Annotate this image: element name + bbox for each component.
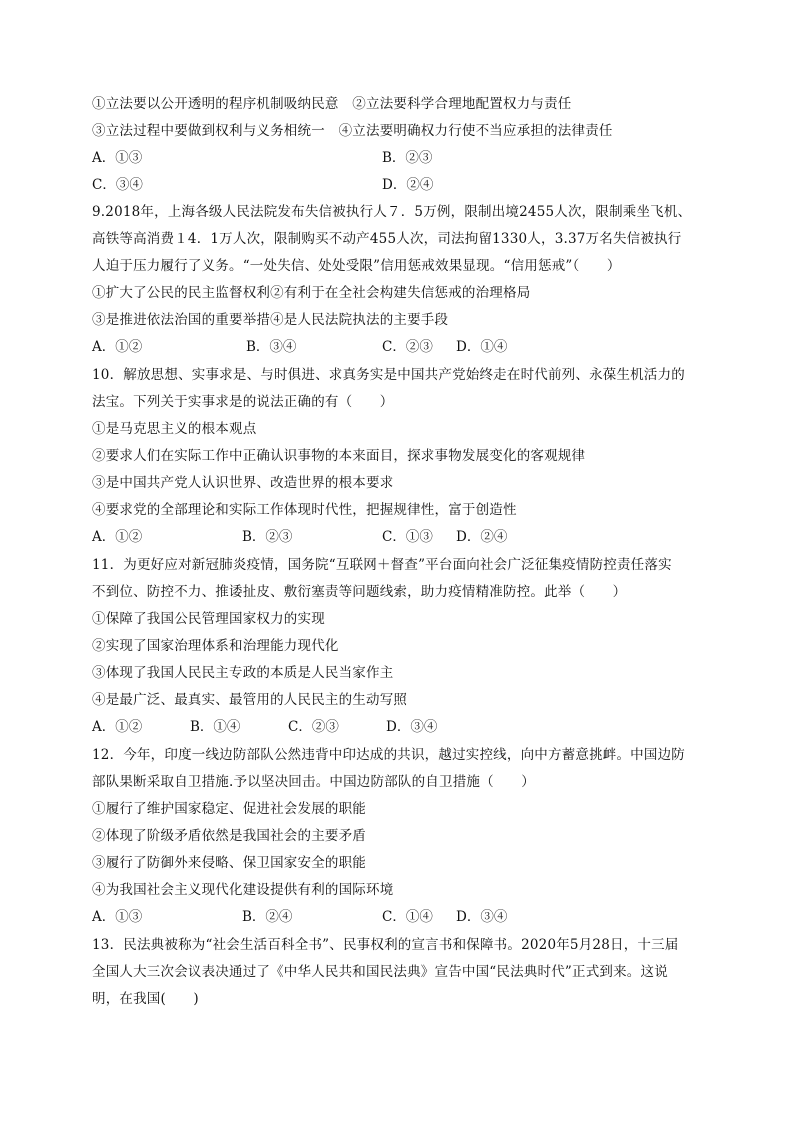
q9-statements-1-2: ①扩大了公民的民主监督权利②有利于在全社会构建失信惩戒的治理格局 — [92, 285, 531, 301]
q12-stem-line-2: 部队果断采取自卫措施.予以坚决回击。中国边防部队的自卫措施（ ） — [92, 774, 535, 790]
q9-stem-line-1: 9.2018年，上海各级人民法院发布失信被执行人７．5万例，限制出境2455人次，限制乘坐飞机、 — [92, 204, 692, 220]
q9-stem-line-3: 人迫于压力履行了义务。“一处失信、处处受限”信用惩戒效果显现。“信用惩戒”（ ） — [92, 258, 621, 274]
q10-option-b[interactable]: B．②③ — [242, 529, 293, 545]
q10-statement-3: ③是中国共产党人认识世界、改造世界的根本要求 — [92, 475, 394, 491]
q8-option-d[interactable]: D．②④ — [382, 177, 434, 193]
q10-stem-line-1: 10．解放思想、实事求是、与时俱进、求真务实是中国共产党始终走在时代前列、永葆生机活力的 — [92, 367, 685, 383]
q10-option-a[interactable]: A．①② — [92, 529, 143, 545]
q12-statement-4: ④为我国社会主义现代化建设提供有利的国际环境 — [92, 882, 394, 898]
q8-option-b[interactable]: B．②③ — [382, 150, 433, 166]
q10-statement-1: ①是马克思主义的根本观点 — [92, 421, 257, 437]
q13-stem-line-3: 明，在我国( ) — [92, 991, 199, 1007]
q10-stem-line-2: 法宝。下列关于实事求是的说法正确的有（ ） — [92, 394, 394, 410]
q11-option-c[interactable]: C．②③ — [288, 719, 339, 735]
q9-option-d[interactable]: D．①④ — [456, 339, 508, 355]
q10-option-d[interactable]: D．②④ — [456, 529, 508, 545]
q10-option-c[interactable]: C．①③ — [382, 529, 433, 545]
q8-option-a[interactable]: A．①③ — [92, 150, 143, 166]
q12-statement-2: ②体现了阶级矛盾依然是我国社会的主要矛盾 — [92, 828, 366, 844]
q10-statement-4: ④要求党的全部理论和实际工作体现时代性，把握规律性，富于创造性 — [92, 502, 517, 518]
q10-statement-2: ②要求人们在实际工作中正确认识事物的本来面目，探求事物发展变化的客观规律 — [92, 448, 586, 464]
q12-option-c[interactable]: C．①④ — [382, 909, 433, 925]
q11-stem-line-1: 11．为更好应对新冠肺炎疫情，国务院“互联网＋督查”平台面向社会广泛征集疫情防控责任落实 — [92, 557, 672, 573]
q8-statements-1-2: ①立法要以公开透明的程序机制吸纳民意 ②立法要科学合理地配置权力与责任 — [92, 96, 572, 112]
q12-option-b[interactable]: B．②④ — [242, 909, 293, 925]
q8-statements-3-4: ③立法过程中要做到权利与义务相统一 ④立法要明确权力行使不当应承担的法律责任 — [92, 123, 613, 139]
q12-statement-1: ①履行了维护国家稳定、促进社会发展的职能 — [92, 801, 366, 817]
q13-stem-line-2: 全国人大三次会议表决通过了《中华人民共和国民法典》宣告中国“民法典时代”正式到来。这说 — [92, 964, 668, 980]
q12-statement-3: ③履行了防御外来侵略、保卫国家安全的职能 — [92, 855, 366, 871]
q12-option-a[interactable]: A．①③ — [92, 909, 143, 925]
q11-stem-line-2: 不到位、防控不力、推诿扯皮、敷衍塞责等问题线索，助力疫情精准防控。此举（ ） — [92, 584, 627, 600]
q12-stem-line-1: 12．今年，印度一线边防部队公然违背中印达成的共识，越过实控线，向中方蓄意挑衅。中国边防 — [92, 747, 685, 763]
q11-statement-3: ③体现了我国人民民主专政的本质是人民当家作主 — [92, 665, 394, 681]
q11-statement-1: ①保障了我国公民管理国家权力的实现 — [92, 611, 325, 627]
q11-option-d[interactable]: D．③④ — [386, 719, 438, 735]
q9-option-b[interactable]: B．③④ — [246, 339, 297, 355]
q9-stem-line-2: 高铁等高消费１4．1万人次，限制购买不动产455人次，司法拘留1330人，3.37万名失信被执行 — [92, 231, 682, 247]
q9-option-c[interactable]: C．②③ — [382, 339, 433, 355]
q13-stem-line-1: 13．民法典被称为“社会生活百科全书”、民事权利的宣言书和保障书。2020年5月28日，十三届 — [92, 937, 679, 953]
q11-option-a[interactable]: A．①② — [92, 719, 143, 735]
q9-statements-3-4: ③是推进依法治国的重要举措④是人民法院执法的主要手段 — [92, 312, 449, 328]
q11-statement-4: ④是最广泛、最真实、最管用的人民民主的生动写照 — [92, 692, 408, 708]
q8-option-c[interactable]: C．③④ — [92, 177, 143, 193]
q9-option-a[interactable]: A．①② — [92, 339, 143, 355]
q11-statement-2: ②实现了国家治理体系和治理能力现代化 — [92, 638, 339, 654]
q12-option-d[interactable]: D．③④ — [456, 909, 508, 925]
q11-option-b[interactable]: B．①④ — [190, 719, 241, 735]
